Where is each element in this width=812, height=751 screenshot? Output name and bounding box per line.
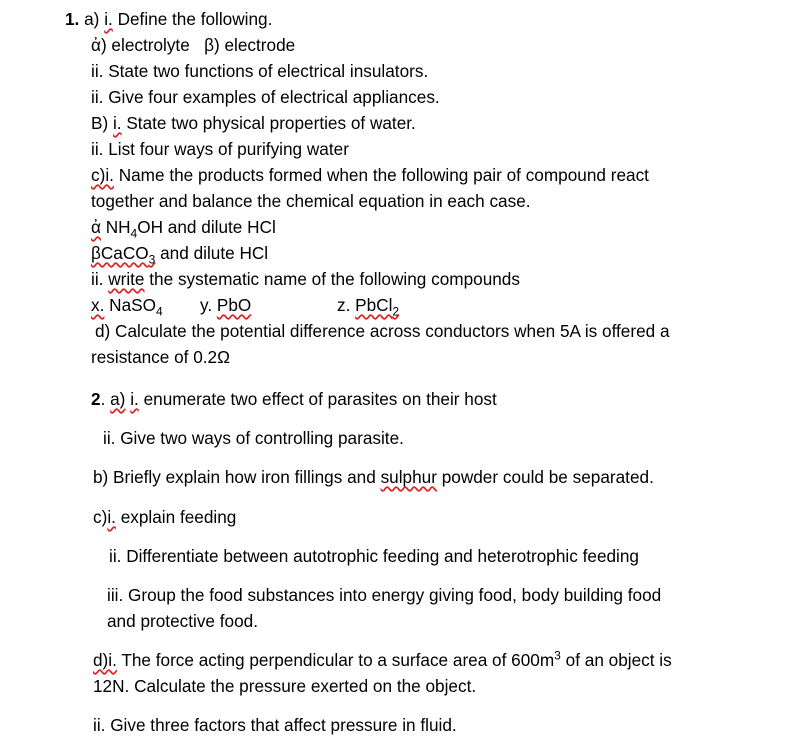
q1-line-potential: d) Calculate the potential difference across conductors when 5A is offered a	[95, 321, 670, 341]
q2-b-rest: powder could be separated.	[441, 467, 654, 487]
q1-line-balance: together and balance the chemical equation in each case.	[91, 191, 531, 211]
q2-a-i-text: enumerate two effect of parasites on their host	[143, 389, 497, 409]
pbo-formula: PbO	[216, 295, 252, 315]
q1-line-resistance: resistance of 0.2Ω	[91, 347, 230, 367]
q1-c-ii-rest: the systematic name of the following compounds	[149, 269, 520, 289]
q2-b-pre: b) Briefly explain how iron fillings and	[93, 467, 376, 487]
q2-number: 2	[91, 389, 101, 409]
q2-line-pressure-calc: 12N. Calculate the pressure exerted on the object.	[93, 676, 477, 696]
sulphur-word: sulphur	[380, 467, 437, 487]
caco3-rest: and dilute HCl	[160, 243, 269, 263]
q2-d-text-pre: The force acting perpendicular to a surface area of 600m	[121, 650, 555, 670]
naso4-subscript: 4	[155, 304, 163, 319]
x-label: x.	[91, 295, 105, 315]
q2-line-pressure-factors: ii. Give three factors that affect pressure in fluid.	[93, 715, 457, 735]
q1-a-prefix: a)	[84, 9, 100, 29]
q1-a-i: i.	[104, 9, 113, 29]
q2-c-i-text: explain feeding	[120, 507, 237, 527]
q1-compound-y	[200, 294, 251, 316]
q1-b-prefix: B)	[91, 113, 109, 133]
q1-b-i-text: State two physical properties of water.	[126, 113, 416, 133]
q2-c-i: i.	[107, 507, 116, 527]
q1-line-products	[91, 164, 649, 186]
q2-line-separation	[93, 466, 654, 488]
pbcl2-subscript: 2	[392, 304, 400, 319]
alpha-symbol: ἀ	[91, 35, 101, 55]
caco3-subscript: 3	[148, 252, 156, 267]
alpha-symbol: ἀ	[91, 217, 101, 237]
caco3-formula	[91, 243, 156, 267]
q1-line-caco3	[91, 242, 269, 267]
q2-line-force	[93, 649, 672, 671]
nh4oh-base: NH	[105, 217, 131, 237]
q2-line-protective: and protective food.	[107, 611, 258, 631]
q2-line-feeding	[93, 506, 236, 528]
q1-c-prefix: c)i.	[91, 165, 114, 185]
q1-line-define	[65, 8, 272, 30]
pbcl2-formula	[355, 295, 400, 319]
q1-line-water-properties	[91, 112, 416, 134]
q1-line-compounds	[91, 294, 163, 319]
q2-line-differentiate: ii. Differentiate between autotrophic feeding and heterotrophic feeding	[109, 546, 639, 566]
q1-number: 1.	[65, 9, 80, 29]
nh4oh-rest: OH and dilute HCl	[137, 217, 276, 237]
q1-compound-z	[337, 294, 400, 319]
q2-line-controlling: ii. Give two ways of controlling parasite.	[103, 428, 404, 448]
q1-line-terms	[91, 34, 295, 56]
q2-line-group: iii. Group the food substances into energy giving food, body building food	[107, 585, 662, 605]
q2-c-prefix: c)	[93, 507, 108, 527]
q1-line-nh4oh	[91, 216, 276, 241]
q1-line-appliances: ii. Give four examples of electrical appliances.	[91, 87, 440, 107]
q2-a-prefix: a)	[110, 389, 126, 409]
electrolyte-term: ) electrolyte	[100, 35, 190, 55]
q1-b-i: i.	[112, 113, 122, 133]
q2-dot: .	[100, 389, 106, 409]
area-exponent: 3	[554, 648, 561, 663]
pbcl2-base: PbCl	[355, 295, 393, 315]
q1-line-systematic	[91, 268, 520, 290]
q2-d-prefix: d)i.	[93, 650, 117, 670]
z-label: z.	[337, 295, 351, 315]
q1-line-purify: ii. List four ways of purifying water	[91, 139, 349, 159]
y-label: y.	[200, 295, 213, 315]
q2-d-text-post: of an object is	[565, 650, 672, 670]
caco3-base: βCaCO	[91, 243, 149, 263]
q2-a-i: i.	[130, 389, 139, 409]
q1-c-ii-prefix: ii.	[91, 269, 104, 289]
naso4-base: NaSO	[109, 295, 156, 315]
electrode-term: β) electrode	[204, 35, 296, 55]
q1-a-i-text: Define the following.	[117, 9, 273, 29]
q1-c-text: Name the products formed when the following pair of compound react	[118, 165, 649, 185]
write-word: write	[108, 269, 145, 289]
q2-line-parasites	[91, 388, 497, 410]
q1-line-insulators: ii. State two functions of electrical insulators.	[91, 61, 429, 81]
nh4oh-subscript: 4	[130, 226, 138, 241]
